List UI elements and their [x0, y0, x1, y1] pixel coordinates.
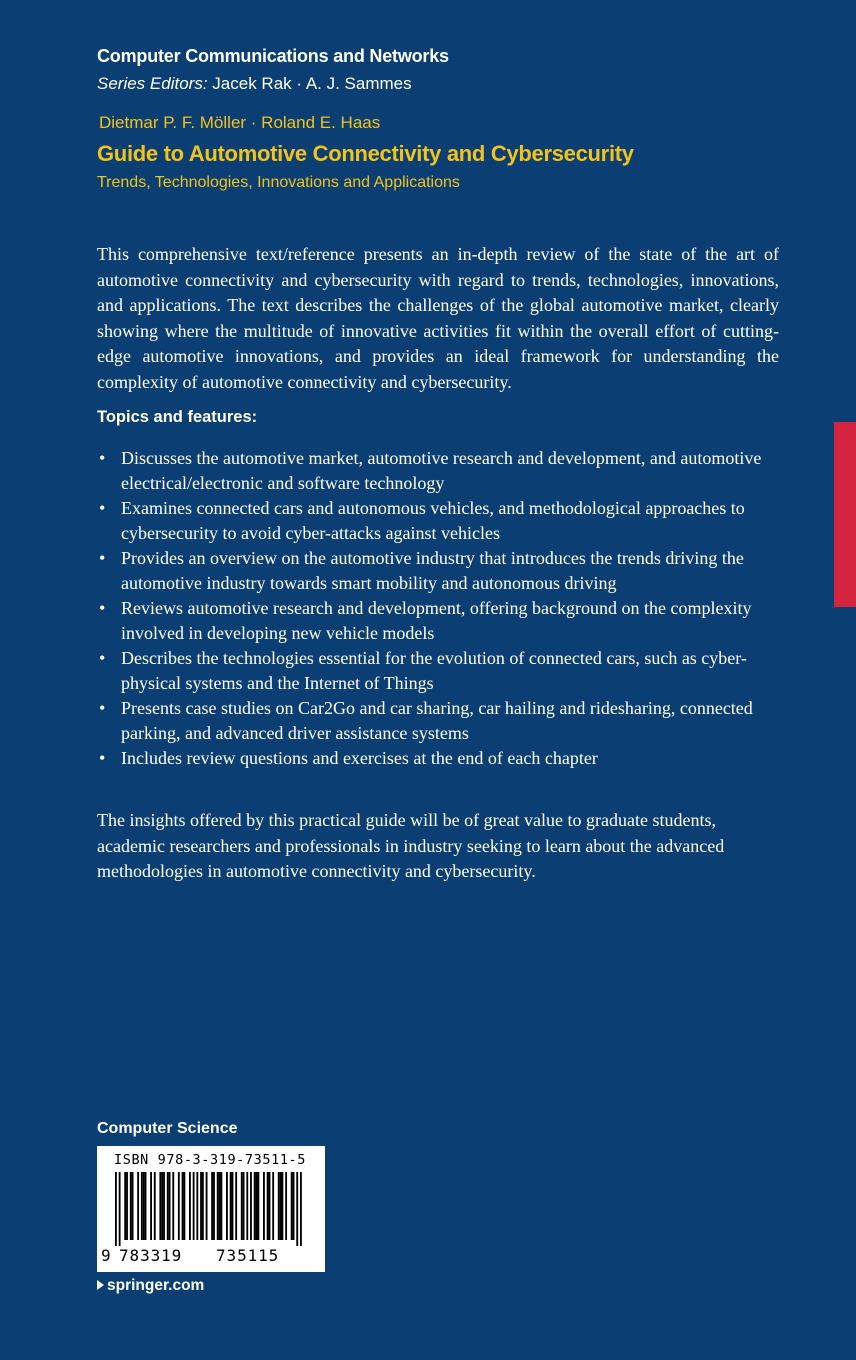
authors: Dietmar P. F. Möller · Roland E. Haas [99, 113, 381, 132]
barcode-bar [278, 1172, 280, 1240]
barcode-bar [241, 1172, 243, 1240]
feature-text: Examines connected cars and autonomous vehicles, and methodological approaches to cybersecurity to avoid cyber-attacks against vehicles [121, 498, 745, 543]
topics-heading: Topics and features: [97, 408, 258, 426]
feature-item [97, 596, 777, 646]
right-triangle-arrow-icon [97, 1280, 104, 1290]
feature-item [97, 696, 777, 746]
feature-text: Includes review questions and exercises at the end of each chapter [121, 748, 598, 768]
barcode-bar [272, 1172, 274, 1240]
feature-text: Presents case studies on Car2Go and car sharing, car hailing and ridesharing, connected parking, and advanced driver assistance systems [121, 698, 753, 743]
barcode-bar [124, 1172, 126, 1240]
barcode-bar [269, 1172, 271, 1240]
barcode-bar [230, 1172, 232, 1240]
barcode-bar [250, 1172, 252, 1240]
barcode-bar [211, 1172, 213, 1240]
feature-item [97, 446, 777, 496]
feature-text: Discusses the automotive market, automotive research and development, and automotive electrical/electronic and software technology [121, 448, 762, 493]
bullet-icon: • [99, 548, 106, 568]
barcode-bar [291, 1172, 293, 1240]
barcode-bar [300, 1172, 302, 1246]
barcode-bar [293, 1172, 295, 1240]
publisher-website[interactable] [97, 1277, 204, 1295]
barcode-bar [183, 1172, 185, 1240]
description-paragraph: This comprehensive text/reference presents an in-depth review of the state of the art of automotive connectivity and cybersecurity with regard to trends, technologies, innovations, and applications. The text describes the challenges of the global automotive market, clearly showing where the multitude of innovative activities fit within the overall effort of cutting-edge automotive innovations, and provides an ideal framework for understanding the complexity of automotive connectivity and cybersecurity. [97, 244, 779, 392]
barcode-bar [189, 1172, 191, 1240]
barcode-bar [159, 1172, 161, 1240]
barcode-bar [126, 1172, 128, 1240]
barcode-bar [182, 1172, 184, 1240]
book-title: Guide to Automotive Connectivity and Cybersecurity [97, 141, 634, 166]
barcode-bar [246, 1172, 248, 1240]
barcode-bar [220, 1172, 222, 1240]
barcode-bar [196, 1172, 198, 1240]
barcode-bar [282, 1172, 284, 1240]
barcode-bar [130, 1172, 132, 1240]
feature-item [97, 646, 777, 696]
isbn-barcode [97, 1146, 325, 1272]
feature-text: Describes the technologies essential for the evolution of connected cars, such as cyber-physical systems and the Internet of Things [121, 648, 747, 693]
barcode-bar [226, 1172, 228, 1240]
bullet-icon: • [99, 448, 106, 468]
series-editors-label: Series Editors: [97, 74, 208, 93]
barcode-bar [200, 1172, 202, 1240]
barcode-bar [178, 1172, 180, 1240]
barcode-bar [219, 1172, 221, 1240]
barcode-bar [193, 1172, 195, 1240]
barcode-bar [256, 1172, 258, 1240]
series-title: Computer Communications and Networks [97, 46, 449, 66]
barcode-bar [163, 1172, 165, 1240]
barcode-bar [119, 1172, 121, 1246]
isbn-text: ISBN 978-3-319-73511-5 [114, 1152, 307, 1168]
barcode-bar [167, 1172, 169, 1240]
closing-paragraph: The insights offered by this practical guide will be of great value to graduate students, academic researchers and professionals in industry seeking to learn about the advanced methodologies in automotive connectivity and cybersecurity. [97, 810, 725, 881]
barcode-bar [145, 1172, 147, 1240]
features-list [97, 446, 777, 771]
barcode-bars [115, 1172, 305, 1246]
barcode-bar [206, 1172, 208, 1240]
barcode-bar [115, 1172, 117, 1246]
barcode-digits [101, 1246, 321, 1266]
barcode-digit-first: 9 [101, 1246, 111, 1265]
barcode-bar [267, 1172, 269, 1240]
bullet-icon: • [99, 498, 106, 518]
subject-category: Computer Science [97, 1120, 238, 1137]
barcode-bar [254, 1172, 256, 1240]
barcode-bar [280, 1172, 282, 1240]
book-subtitle: Trends, Technologies, Innovations and Applications [97, 174, 460, 191]
feature-item [97, 496, 777, 546]
barcode-bar [169, 1172, 171, 1240]
barcode-digits-left: 783319 [119, 1246, 183, 1265]
barcode-bar [213, 1172, 215, 1240]
spine-color-tab [834, 422, 856, 607]
barcode-bar [217, 1172, 219, 1240]
barcode-digits-right: 735115 [216, 1246, 280, 1265]
barcode-bar [137, 1172, 139, 1240]
series-editors [97, 74, 412, 94]
barcode-bar [202, 1172, 204, 1240]
barcode-bar [263, 1172, 265, 1240]
feature-item [97, 746, 777, 771]
barcode-bar [296, 1172, 298, 1246]
barcode-bar [161, 1172, 163, 1240]
bullet-icon: • [99, 698, 106, 718]
feature-item [97, 546, 777, 596]
bullet-icon: • [99, 748, 106, 768]
barcode-bar [154, 1172, 156, 1240]
bullet-icon: • [99, 598, 106, 618]
bullet-icon: • [99, 648, 106, 668]
feature-text: Reviews automotive research and development, offering background on the complexity involved in developing new vehicle models [121, 598, 752, 643]
barcode-bar [143, 1172, 145, 1240]
barcode-bar [132, 1172, 134, 1240]
barcode-bar [141, 1172, 143, 1240]
website-label[interactable]: springer.com [107, 1277, 205, 1294]
barcode-bar [285, 1172, 287, 1240]
barcode-bar [235, 1172, 237, 1240]
barcode-bar [150, 1172, 152, 1240]
barcode-bar [232, 1172, 234, 1240]
barcode-bar [172, 1172, 174, 1240]
barcode-bar [243, 1172, 245, 1240]
series-editors-names: Jacek Rak · A. J. Sammes [212, 74, 412, 93]
feature-text: Provides an overview on the automotive industry that introduces the trends driving the automotive industry towards smart mobility and autonomous driving [121, 548, 744, 593]
barcode-bar [257, 1172, 259, 1240]
